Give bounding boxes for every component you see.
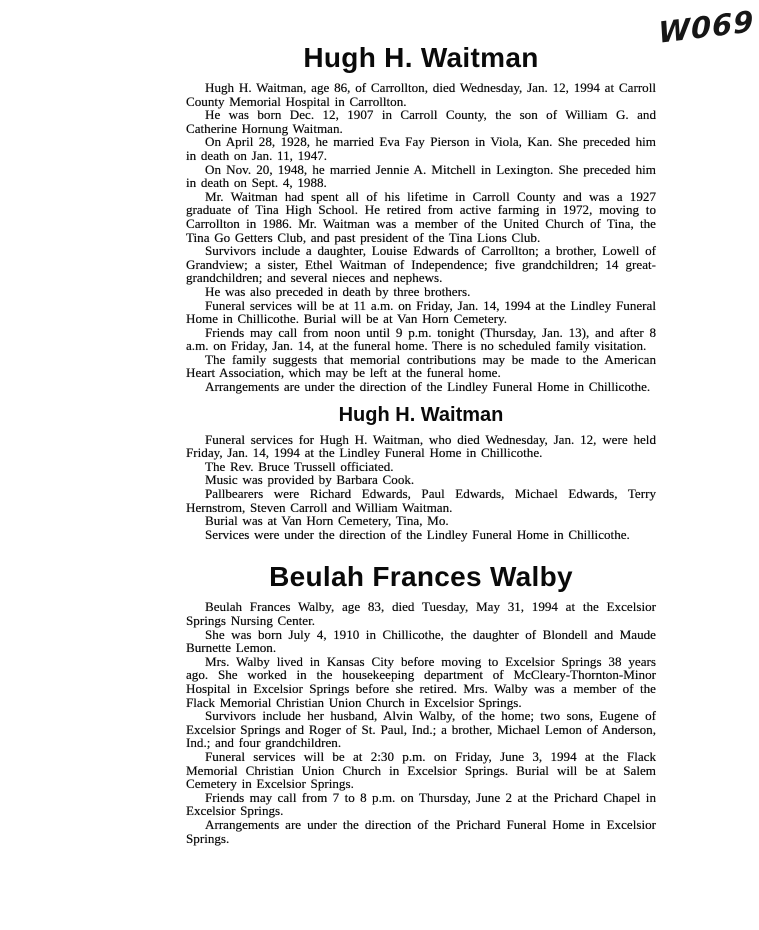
obituary-paragraph: Services were under the direction of the Lindley Funeral Home in Chillicothe. <box>205 526 630 542</box>
obituary-paragraph: Survivors include a daughter, Louise Edwards of Carrollton; a brother, Lowell of Grandview; a sister, Ethel Waitman of Independence; five grandchildren; 14 great-grandchildren; and several nieces and nephews. <box>186 243 656 286</box>
obituary-paragraph: Survivors include her husband, Alvin Walby, of the home; two sons, Eugene of Excelsior Springs and Roger of St. Paul, Ind.; a brother, Michael Lemon of Anderson, Ind.; and four grandchildren. <box>186 708 656 751</box>
obituary-paragraph: Music was provided by Barbara Cook. <box>205 472 415 488</box>
obituary-section <box>186 561 656 845</box>
obituary-title: Beulah Frances Walby <box>269 561 573 593</box>
obituary-paragraph: Hugh H. Waitman, age 86, of Carrollton, died Wednesday, Jan. 12, 1994 at Carroll County Memorial Hospital in Carrollton. <box>186 80 656 109</box>
obituary-section <box>186 42 656 394</box>
obituary-section <box>186 403 656 542</box>
obituary-paragraph: Mr. Waitman had spent all of his lifetime in Carroll County and was a 1927 graduate of Tina High School. He retired from active farming in 1972, moving to Carrollton in 1986. Mr. Waitman was a member of the United Church of Tina, the Tina Go Getters Club, and past president of the Tina Lions Club. <box>186 188 656 245</box>
obituary-paragraph: On April 28, 1928, he married Eva Fay Pierson in Viola, Kan. She preceded him in death on Jan. 11, 1947. <box>186 134 656 163</box>
obituary-paragraph: Arrangements are under the direction of the Prichard Funeral Home in Excelsior Springs. <box>186 816 656 846</box>
obituary-paragraph: Beulah Frances Walby, age 83, died Tuesday, May 31, 1994 at the Excelsior Springs Nursing Center. <box>186 599 656 628</box>
obituary-paragraph: He was also preceded in death by three brothers. <box>205 283 471 299</box>
obituary-paragraph: The Rev. Bruce Trussell officiated. <box>205 458 394 474</box>
obituary-paragraph: Friends may call from noon until 9 p.m. tonight (Thursday, Jan. 13), and after 8 a.m. on Friday, Jan. 14, at the funeral home. There is no scheduled family visitation. <box>186 324 656 354</box>
obituary-body <box>186 600 656 845</box>
obituary-body <box>186 433 656 542</box>
obituary-title: Hugh H. Waitman <box>303 42 539 73</box>
obituary-paragraph: He was born Dec. 12, 1907 in Carroll County, the son of William G. and Catherine Hornung Waitman. <box>186 107 656 136</box>
obituary-paragraph: Funeral services will be at 2:30 p.m. on Friday, June 3, 1994 at the Flack Memorial Christian Union Church in Excelsior Springs. Burial will be at Salem Cemetery in Excelsior Springs. <box>186 748 656 792</box>
obituary-paragraph: Burial was at Van Horn Cemetery, Tina, Mo. <box>205 513 449 529</box>
obituary-column <box>186 42 656 845</box>
handwritten-reference-code: W069 <box>658 4 755 50</box>
obituary-paragraph: Funeral services will be at 11 a.m. on Friday, Jan. 14, 1994 at the Lindley Funeral Home in Chillicothe. Burial will be at Van Horn Cemetery. <box>186 297 656 327</box>
obituary-paragraph: The family suggests that memorial contributions may be made to the American Heart Association, which may be left at the funeral home. <box>186 351 656 381</box>
obituary-paragraph: On Nov. 20, 1948, he married Jennie A. Mitchell in Lexington. She preceded him in death on Sept. 4, 1988. <box>186 161 656 191</box>
obituary-paragraph: She was born July 4, 1910 in Chillicothe, the daughter of Blondell and Maude Burnette Lemon. <box>186 626 656 656</box>
obituary-paragraph: Funeral services for Hugh H. Waitman, who died Wednesday, Jan. 12, were held Friday, Jan. 14, 1994 at the Lindley Funeral Home in Chillicothe. <box>186 431 656 461</box>
obituary-paragraph: Friends may call from 7 to 8 p.m. on Thursday, June 2 at the Prichard Chapel in Excelsior Springs. <box>186 789 656 819</box>
obituary-title: Hugh H. Waitman <box>338 403 504 426</box>
obituary-body <box>186 81 656 394</box>
obituary-paragraph: Mrs. Walby lived in Kansas City before moving to Excelsior Springs 38 years ago. She worked in the housekeeping department of McCleary-Thornton-Minor Hospital in Excelsior Springs before she retired. Mrs. Walby was a member of the Flack Memorial Christian Union Church in Excelsior Springs. <box>186 653 656 710</box>
obituary-paragraph: Pallbearers were Richard Edwards, Paul Edwards, Michael Edwards, Terry Hernstrom, Steven Carroll and William Waitman. <box>186 486 656 515</box>
obituary-paragraph: Arrangements are under the direction of the Lindley Funeral Home in Chillicothe. <box>205 379 651 395</box>
